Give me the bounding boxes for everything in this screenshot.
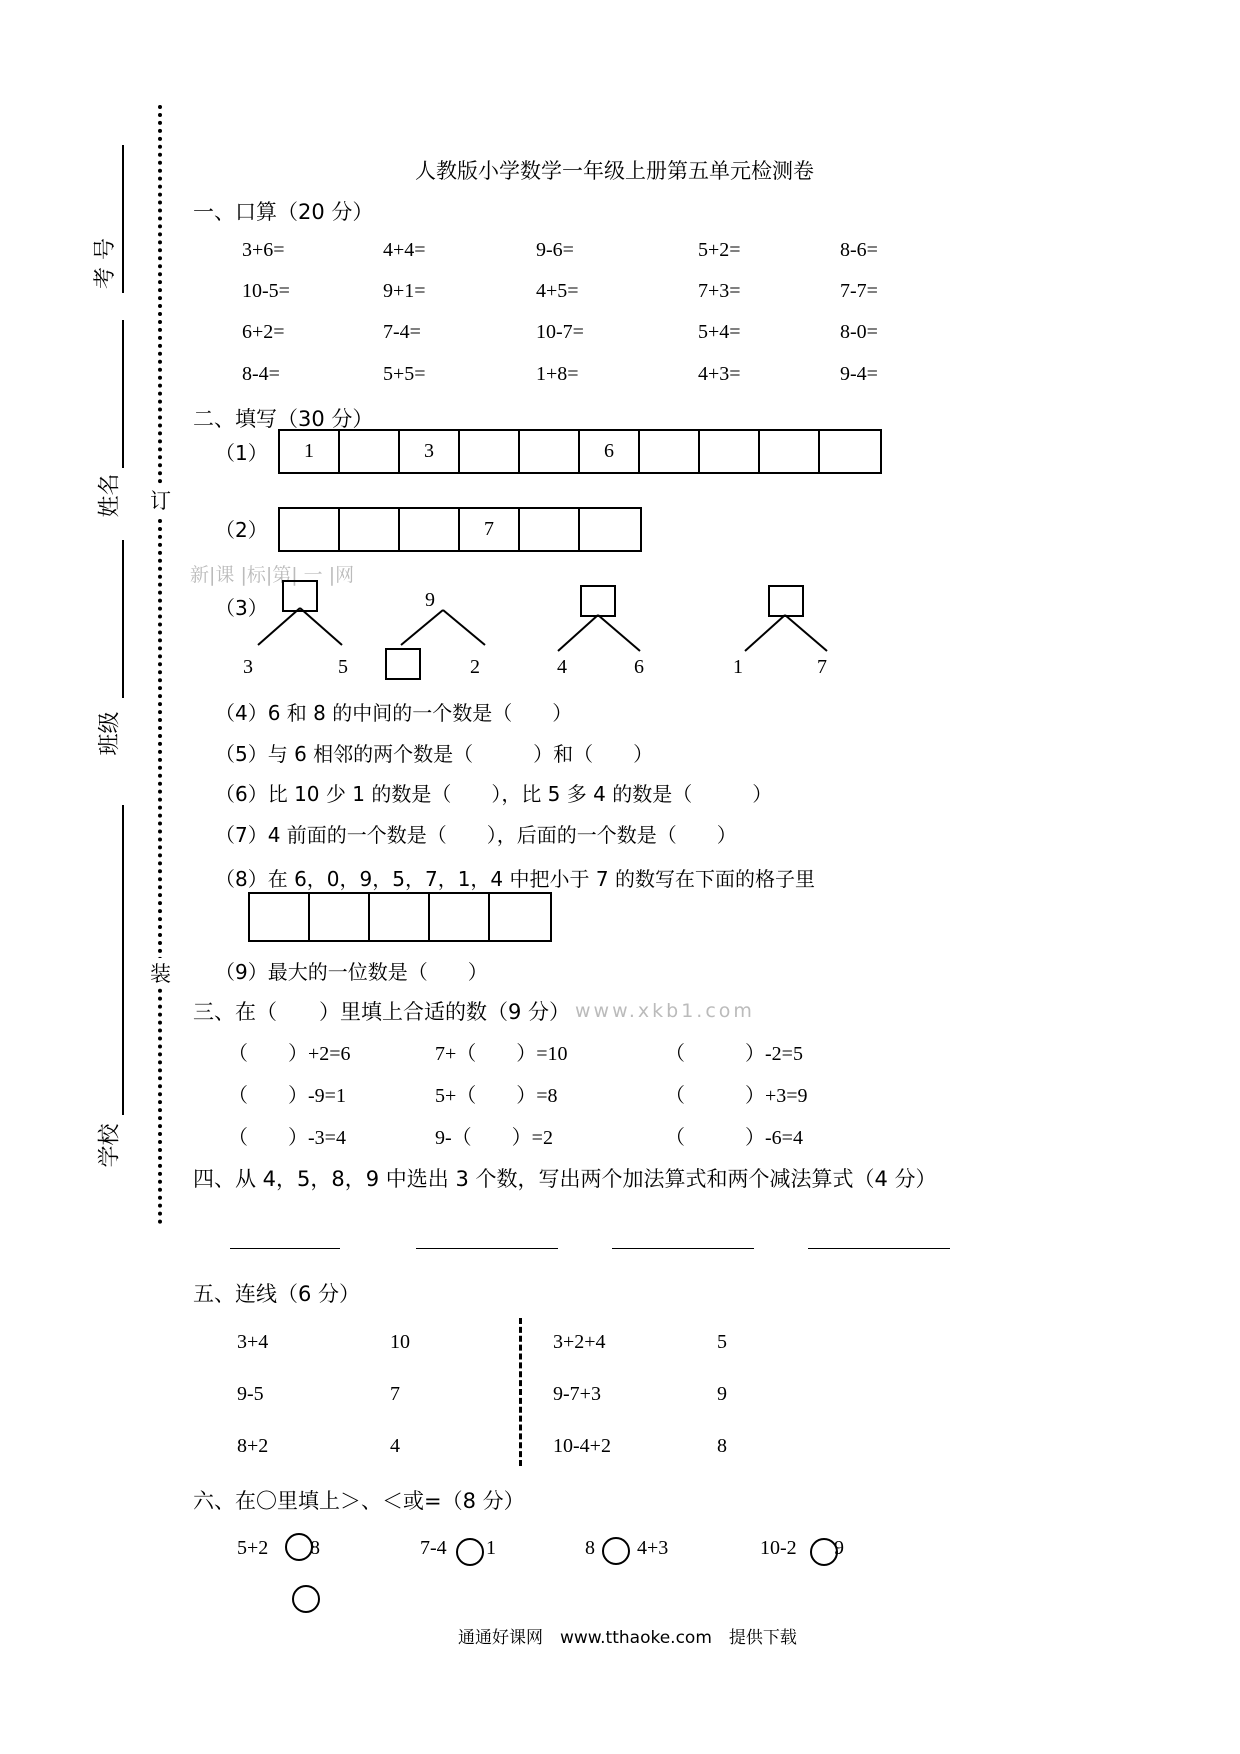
calc-item: 8-0= bbox=[840, 321, 878, 343]
match-left-value[interactable]: 7 bbox=[390, 1383, 400, 1405]
tree2-right: 2 bbox=[470, 656, 480, 678]
fill-item: （ ）-3=4 bbox=[228, 1127, 346, 1149]
binding-label-zhuang: 装 bbox=[150, 958, 171, 988]
tree-branch bbox=[401, 610, 443, 645]
grid-cell[interactable] bbox=[310, 894, 370, 940]
watermark-xinkebiao: 新|课 |标|第| 一 |网 bbox=[190, 564, 355, 586]
grid-cell[interactable]: 6 bbox=[580, 431, 640, 472]
fill-item: （ ）+3=9 bbox=[665, 1085, 808, 1107]
q3-label: （3） bbox=[215, 596, 268, 620]
calc-item: 10-7= bbox=[536, 321, 584, 343]
grid-cell[interactable] bbox=[430, 894, 490, 940]
match-left-expr[interactable]: 8+2 bbox=[237, 1435, 269, 1457]
page-footer: 通通好课网 www.tthaoke.com 提供下载 bbox=[458, 1628, 797, 1648]
tree-branch bbox=[258, 608, 300, 645]
tree-branch bbox=[745, 615, 785, 651]
q6-text: （6）比 10 少 1 的数是（ ），比 5 多 4 的数是（ ） bbox=[215, 782, 773, 806]
calc-item: 5+2= bbox=[698, 239, 741, 261]
tree-branch bbox=[558, 615, 598, 651]
grid-cell[interactable] bbox=[370, 894, 430, 940]
calc-item: 7-7= bbox=[840, 280, 878, 302]
tree4-left: 1 bbox=[733, 656, 743, 678]
fill-item: （ ）-9=1 bbox=[228, 1085, 346, 1107]
tree2-left-box[interactable] bbox=[385, 648, 421, 680]
tree3-left: 4 bbox=[557, 656, 567, 678]
compare-left: 7-4 bbox=[420, 1537, 447, 1559]
calc-item: 8-4= bbox=[242, 363, 280, 385]
tree1-left: 3 bbox=[243, 656, 253, 678]
calc-item: 4+3= bbox=[698, 363, 741, 385]
tree-branch bbox=[598, 615, 640, 651]
q2-label: （2） bbox=[215, 518, 268, 542]
margin-label-xuexiao: 学校 bbox=[97, 1123, 123, 1168]
match-right-expr[interactable]: 10-4+2 bbox=[553, 1435, 611, 1457]
compare-circle[interactable] bbox=[456, 1538, 484, 1566]
calc-item: 9-6= bbox=[536, 239, 574, 261]
section2-heading: 二、填写（30 分） bbox=[193, 407, 374, 431]
q3-tree-lines bbox=[0, 0, 1240, 700]
compare-right: 8 bbox=[310, 1537, 320, 1559]
fill-item: 9-（ ）=2 bbox=[435, 1127, 553, 1149]
grid-cell[interactable] bbox=[250, 894, 310, 940]
grid-cell[interactable]: 7 bbox=[460, 509, 520, 550]
section5-heading: 五、连线（6 分） bbox=[193, 1282, 361, 1306]
grid-cell[interactable]: 3 bbox=[400, 431, 460, 472]
match-right-value[interactable]: 5 bbox=[717, 1331, 727, 1353]
grid-cell[interactable] bbox=[490, 894, 550, 940]
match-left-value[interactable]: 10 bbox=[390, 1331, 410, 1353]
calc-item: 8-6= bbox=[840, 239, 878, 261]
match-right-value[interactable]: 9 bbox=[717, 1383, 727, 1405]
matching-divider bbox=[519, 1318, 522, 1466]
section1-heading: 一、口算（20 分） bbox=[193, 200, 374, 224]
q1-label: （1） bbox=[215, 441, 268, 465]
calc-item: 3+6= bbox=[242, 239, 285, 261]
fill-item: （ ）-6=4 bbox=[665, 1127, 803, 1149]
compare-circle[interactable] bbox=[292, 1585, 320, 1613]
compare-left: 8 bbox=[585, 1537, 595, 1559]
calc-item: 1+8= bbox=[536, 363, 579, 385]
answer-line[interactable] bbox=[808, 1248, 950, 1249]
margin-label-banji: 班级 bbox=[97, 711, 123, 756]
tree-branch bbox=[443, 610, 485, 645]
calc-item: 9-4= bbox=[840, 363, 878, 385]
compare-right: 4+3 bbox=[637, 1537, 669, 1559]
fill-item: 5+（ ）=8 bbox=[435, 1085, 558, 1107]
section4-heading: 四、从 4，5，8，9 中选出 3 个数，写出两个加法算式和两个减法算式（4 分） bbox=[193, 1167, 937, 1191]
calc-item: 4+5= bbox=[536, 280, 579, 302]
tree3-right: 6 bbox=[634, 656, 644, 678]
margin-label-xingming: 姓名 bbox=[97, 473, 123, 518]
calc-item: 6+2= bbox=[242, 321, 285, 343]
binding-label-ding: 订 bbox=[150, 485, 171, 515]
tree3-top-box[interactable] bbox=[580, 585, 616, 617]
margin-label-kaohao: 考 号 bbox=[93, 238, 118, 289]
q5-text: （5）与 6 相邻的两个数是（ ）和（ ） bbox=[215, 742, 654, 766]
calc-item: 10-5= bbox=[242, 280, 290, 302]
watermark-xkb1: www.xkb1.com bbox=[575, 1000, 755, 1022]
answer-line[interactable] bbox=[416, 1248, 558, 1249]
tree1-top-box[interactable] bbox=[282, 580, 318, 612]
calc-item: 5+5= bbox=[383, 363, 426, 385]
fill-item: 7+（ ）=10 bbox=[435, 1043, 568, 1065]
match-right-value[interactable]: 8 bbox=[717, 1435, 727, 1457]
tree-branch bbox=[785, 615, 827, 651]
tree-branch bbox=[300, 608, 342, 645]
fill-item: （ ）+2=6 bbox=[228, 1043, 351, 1065]
tree4-top-box[interactable] bbox=[768, 585, 804, 617]
margin-line-xuexiao bbox=[122, 805, 124, 1115]
compare-circle[interactable] bbox=[602, 1537, 630, 1565]
tree2-top: 9 bbox=[425, 589, 435, 611]
q7-text: （7）4 前面的一个数是（ ），后面的一个数是（ ） bbox=[215, 823, 737, 847]
calc-item: 9+1= bbox=[383, 280, 426, 302]
compare-left: 10-2 bbox=[760, 1537, 797, 1559]
page-title: 人教版小学数学一年级上册第五单元检测卷 bbox=[415, 159, 814, 183]
compare-left: 5+2 bbox=[237, 1537, 269, 1559]
calc-item: 4+4= bbox=[383, 239, 426, 261]
match-left-value[interactable]: 4 bbox=[390, 1435, 400, 1457]
q9-text: （9）最大的一位数是（ ） bbox=[215, 960, 488, 984]
grid-cell[interactable]: 1 bbox=[280, 431, 340, 472]
fill-item: （ ）-2=5 bbox=[665, 1043, 803, 1065]
answer-line[interactable] bbox=[230, 1248, 340, 1249]
match-left-expr[interactable]: 9-5 bbox=[237, 1383, 264, 1405]
calc-item: 7+3= bbox=[698, 280, 741, 302]
answer-line[interactable] bbox=[612, 1248, 754, 1249]
match-right-expr[interactable]: 9-7+3 bbox=[553, 1383, 601, 1405]
compare-circle[interactable] bbox=[285, 1533, 313, 1561]
compare-right: 1 bbox=[486, 1537, 496, 1559]
match-right-expr[interactable]: 3+2+4 bbox=[553, 1331, 606, 1353]
q4-text: （4）6 和 8 的中间的一个数是（ ） bbox=[215, 701, 573, 725]
section6-heading: 六、在〇里填上＞、＜或=（8 分） bbox=[193, 1489, 525, 1513]
section3-heading: 三、在（ ）里填上合适的数（9 分） bbox=[193, 1000, 571, 1024]
calc-item: 5+4= bbox=[698, 321, 741, 343]
q8-answer-grid bbox=[248, 892, 552, 942]
calc-item: 7-4= bbox=[383, 321, 421, 343]
tree1-right: 5 bbox=[338, 656, 348, 678]
q8-text: （8）在 6，0，9，5，7，1，4 中把小于 7 的数写在下面的格子里 bbox=[215, 867, 815, 891]
match-left-expr[interactable]: 3+4 bbox=[237, 1331, 269, 1353]
compare-right: 9 bbox=[834, 1537, 844, 1559]
tree4-right: 7 bbox=[817, 656, 827, 678]
